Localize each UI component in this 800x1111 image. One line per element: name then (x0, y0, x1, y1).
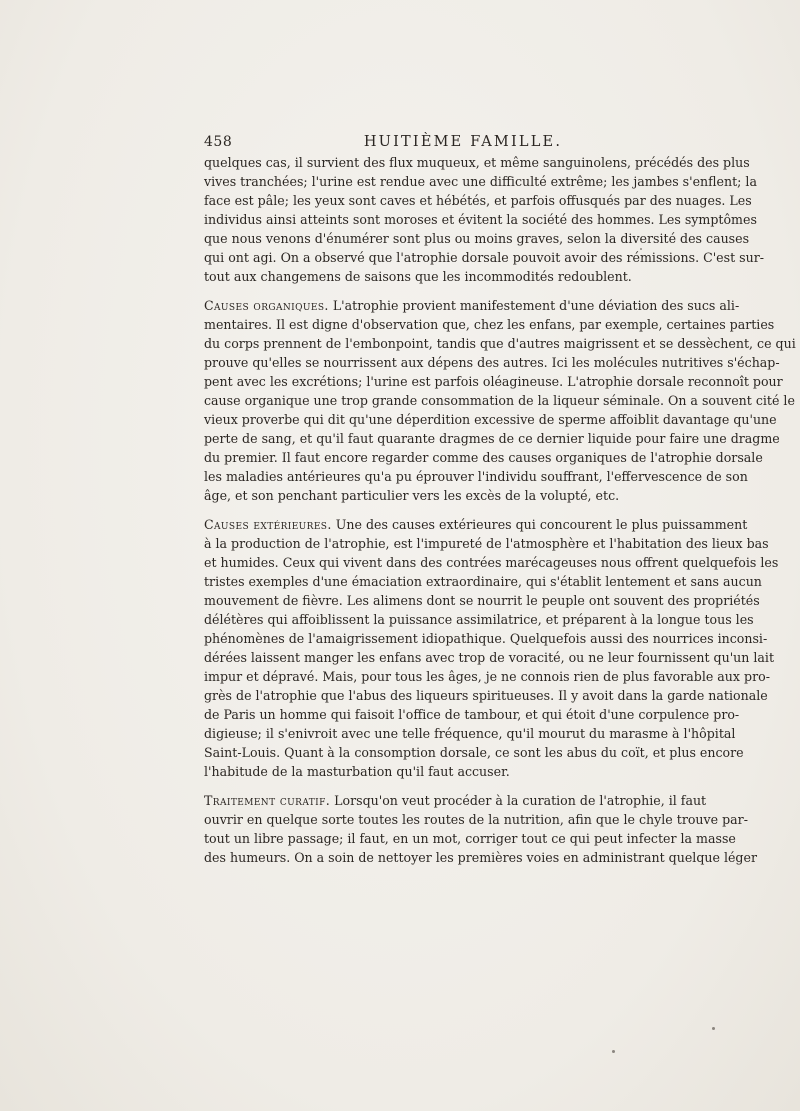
text-line: Saint-Louis. Quant à la consomption dorsale, ce sont les abus du coït, et plus encore (204, 745, 744, 760)
text-line: de Paris un homme qui faisoit l'office de tambour, et qui étoit d'une corpulence pro- (204, 707, 740, 722)
page-body (204, 153, 796, 867)
text-line: dérées laissent manger les enfans avec trop de voracité, ou ne leur fournissent qu'un lait (204, 650, 775, 665)
text-line: ouvrir en quelque sorte toutes les routes de la nutrition, afin que le chyle trouve par- (204, 812, 748, 827)
paragraph-symptoms (204, 153, 764, 286)
paragraph-causes-exterieures (204, 515, 779, 781)
paper-speck (612, 1050, 615, 1053)
text-line: phénomènes de l'amaigrissement idiopathique. Quelquefois aussi des nourrices inconsi- (204, 631, 768, 646)
text-line: tristes exemples d'une émaciation extraordinaire, qui s'établit lentement et sans aucun (204, 574, 762, 589)
text-line (204, 296, 740, 315)
section-heading: Causes extérieures. (204, 517, 332, 532)
text-line: que nous venons d'énumérer sont plus ou moins graves, selon la diversité des causes (204, 231, 750, 246)
paper-speck (640, 248, 642, 250)
text-line: à la production de l'atrophie, est l'impureté de l'atmosphère et l'habitation des lieux bas (204, 536, 769, 551)
text-line: du premier. Il faut encore regarder comme des causes organiques de l'atrophie dorsale (204, 450, 763, 465)
text-line (204, 515, 748, 534)
text-line: prouve qu'elles se nourrissent aux dépens des autres. Ici les molécules nutritives s'échap- (204, 355, 780, 370)
text-line: et humides. Ceux qui vivent dans des contrées marécageuses nous offrent quelquefois les (204, 555, 779, 570)
text-line: digieuse; il s'enivroit avec une telle fréquence, qu'il mourut du marasme à l'hôpital (204, 726, 736, 741)
text-line: tout aux changemens de saisons que les incommodités redoublent. (204, 269, 632, 284)
running-title: HUITIÈME FAMILLE. (363, 134, 563, 150)
paragraph-traitement-curatif (204, 791, 757, 867)
text-line: mouvement de fièvre. Les alimens dont se nourrit le peuple ont souvent des propriétés (204, 593, 760, 608)
text-line: mentaires. Il est digne d'observation que, chez les enfans, par exemple, certaines parties (204, 317, 775, 332)
text-line: face est pâle; les yeux sont caves et hébétés, et parfois offusqués par des nuages. Les (204, 193, 752, 208)
text-line: du corps prennent de l'embonpoint, tandis que d'autres maigrissent et se dessèchent, ce qui (204, 336, 796, 351)
text-line: vives tranchées; l'urine est rendue avec une difficulté extrême; les jambes s'enflent; la (204, 174, 757, 189)
text-line: âge, et son penchant particulier vers les excès de la volupté, etc. (204, 488, 620, 503)
text-run: Une des causes extérieures qui concourent le plus puissamment (331, 517, 748, 532)
text-run: L'atrophie provient manifestement d'une déviation des sucs ali- (328, 298, 740, 313)
text-line: impur et dépravé. Mais, pour tous les âges, je ne connois rien de plus favorable aux pro- (204, 669, 770, 684)
paper-speck (712, 1027, 715, 1030)
text-line: grès de l'atrophie que l'abus des liqueurs spiritueuses. Il y avoit dans la garde nationale (204, 688, 768, 703)
text-line: pent avec les excrétions; l'urine est parfois oléagineuse. L'atrophie dorsale reconnoît pour (204, 374, 783, 389)
text-run: Lorsqu'on veut procéder à la curation de l'atrophie, il faut (330, 793, 707, 808)
section-heading: Causes organiques. (204, 298, 329, 313)
text-line: individus ainsi atteints sont moroses et évitent la société des hommes. Les symptômes (204, 212, 757, 227)
text-line: perte de sang, et qu'il faut quarante dragmes de ce dernier liquide pour faire une dragme (204, 431, 780, 446)
paragraph-causes-organiques (204, 296, 796, 505)
text-line: quelques cas, il survient des flux muqueux, et même sanguinolens, précédés des plus (204, 155, 750, 170)
text-line: cause organique une trop grande consommation de la liqueur séminale. On a souvent cité le (204, 393, 795, 408)
page-header (204, 134, 692, 154)
text-line: les maladies antérieures qu'a pu éprouver l'individu souffrant, l'effervescence de son (204, 469, 748, 484)
text-line: vieux proverbe qui dit qu'une déperdition excessive de sperme affoiblit davantage qu'une (204, 412, 777, 427)
text-line: l'habitude de la masturbation qu'il faut accuser. (204, 764, 510, 779)
text-line: délétères qui affoiblissent la puissance assimilatrice, et préparent à la longue tous les (204, 612, 754, 627)
text-line: des humeurs. On a soin de nettoyer les premières voies en administrant quelque léger (204, 850, 757, 865)
text-line: tout un libre passage; il faut, en un mot, corriger tout ce qui peut infecter la masse (204, 831, 736, 846)
page-number: 458 (204, 134, 233, 150)
text-line: qui ont agi. On a observé que l'atrophie dorsale pouvoit avoir des rémissions. C'est sur- (204, 250, 764, 265)
section-heading: Traitement curatif. (204, 793, 331, 808)
text-line (204, 791, 707, 810)
